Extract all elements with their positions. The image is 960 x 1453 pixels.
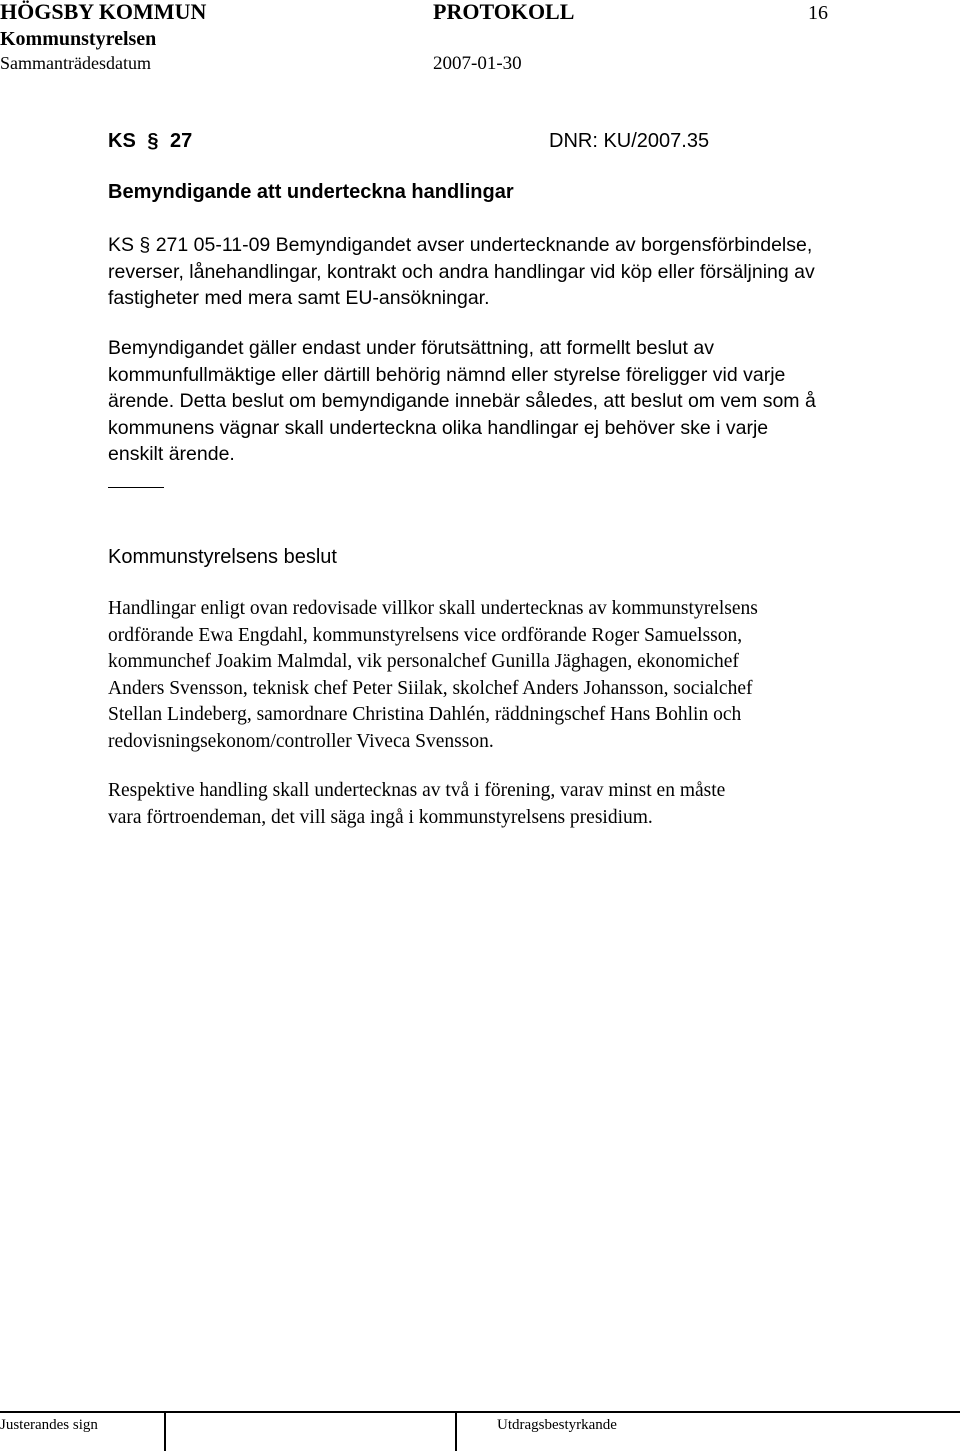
text-line: kommunchef Joakim Malmdal, vik personalchef Gunilla Jäghagen, ekonomichef [108,651,739,672]
committee-name: Kommunstyrelsen [0,28,157,50]
dnr-reference: DNR: KU/2007.35 [549,130,710,152]
text-line: enskilt ärende. [108,443,235,465]
footer-top-rule [0,1411,960,1413]
footer-divider [164,1413,166,1451]
text-line: ordförande Ewa Engdahl, kommunstyrelsens vice ordförande Roger Samuelsson, [108,624,743,646]
decision-paragraph-signing-rule [108,778,908,831]
footer-divider [455,1413,457,1451]
case-prefix: KS [108,130,136,152]
text-line: KS § 271 05-11-09 Bemyndigandet avser undertecknande av borgensförbindelse, [108,234,813,256]
text-line: kommunfullmäktige eller därtill behörig nämnd eller styrelse föreligger vid varje [108,363,786,386]
municipality-name: HÖGSBY KOMMUN [0,0,207,24]
text-line: Bemyndigandet gäller endast under förutsättning, att formellt beslut av [108,337,714,359]
document-type: PROTOKOLL [433,0,575,24]
meeting-date-label: Sammanträdesdatum [0,53,151,73]
paragraph-conditions [108,335,908,468]
footer-certification-label: Utdragsbestyrkande [497,1417,617,1433]
decision-paragraph-signatories [108,596,908,755]
text-line: Respektive handling skall undertecknas av två i förening, varav minst en måste [108,780,726,801]
case-title: Bemyndigande att underteckna handlingar [108,181,514,203]
text-line: ärende. Detta beslut om bemyndigande innebär således, att beslut om vem som å [108,390,816,412]
text-line: fastigheter med mera samt EU-ansökningar. [108,287,490,309]
decision-heading: Kommunstyrelsens beslut [108,546,337,568]
text-line: Handlingar enligt ovan redovisade villkor skall undertecknas av kommunstyrelsens [108,598,758,619]
section-symbol: § [147,130,159,152]
text-line: redovisningsekonom/controller Viveca Svensson. [108,730,494,752]
case-number-value: 27 [170,130,193,152]
separator-line [108,487,164,488]
text-line: vara förtroendeman, det vill säga ingå i kommunstyrelsens presidium. [108,806,653,828]
text-line: reverser, lånehandlingar, kontrakt och andra handlingar vid köp eller försäljning av [108,260,815,283]
case-number [108,130,192,153]
text-line: Anders Svensson, teknisk chef Peter Siilak, skolchef Anders Johansson, socialchef [108,677,753,699]
text-line: Stellan Lindeberg, samordnare Christina Dahlén, räddningschef Hans Bohlin och [108,704,742,725]
footer-initials-label: Justerandes sign [0,1417,98,1433]
text-line: kommunens vägnar skall underteckna olika handlingar ej behöver ske i varje [108,416,769,439]
meeting-date: 2007-01-30 [433,53,522,74]
page-number: 16 [808,2,828,24]
paragraph-background [108,232,908,312]
